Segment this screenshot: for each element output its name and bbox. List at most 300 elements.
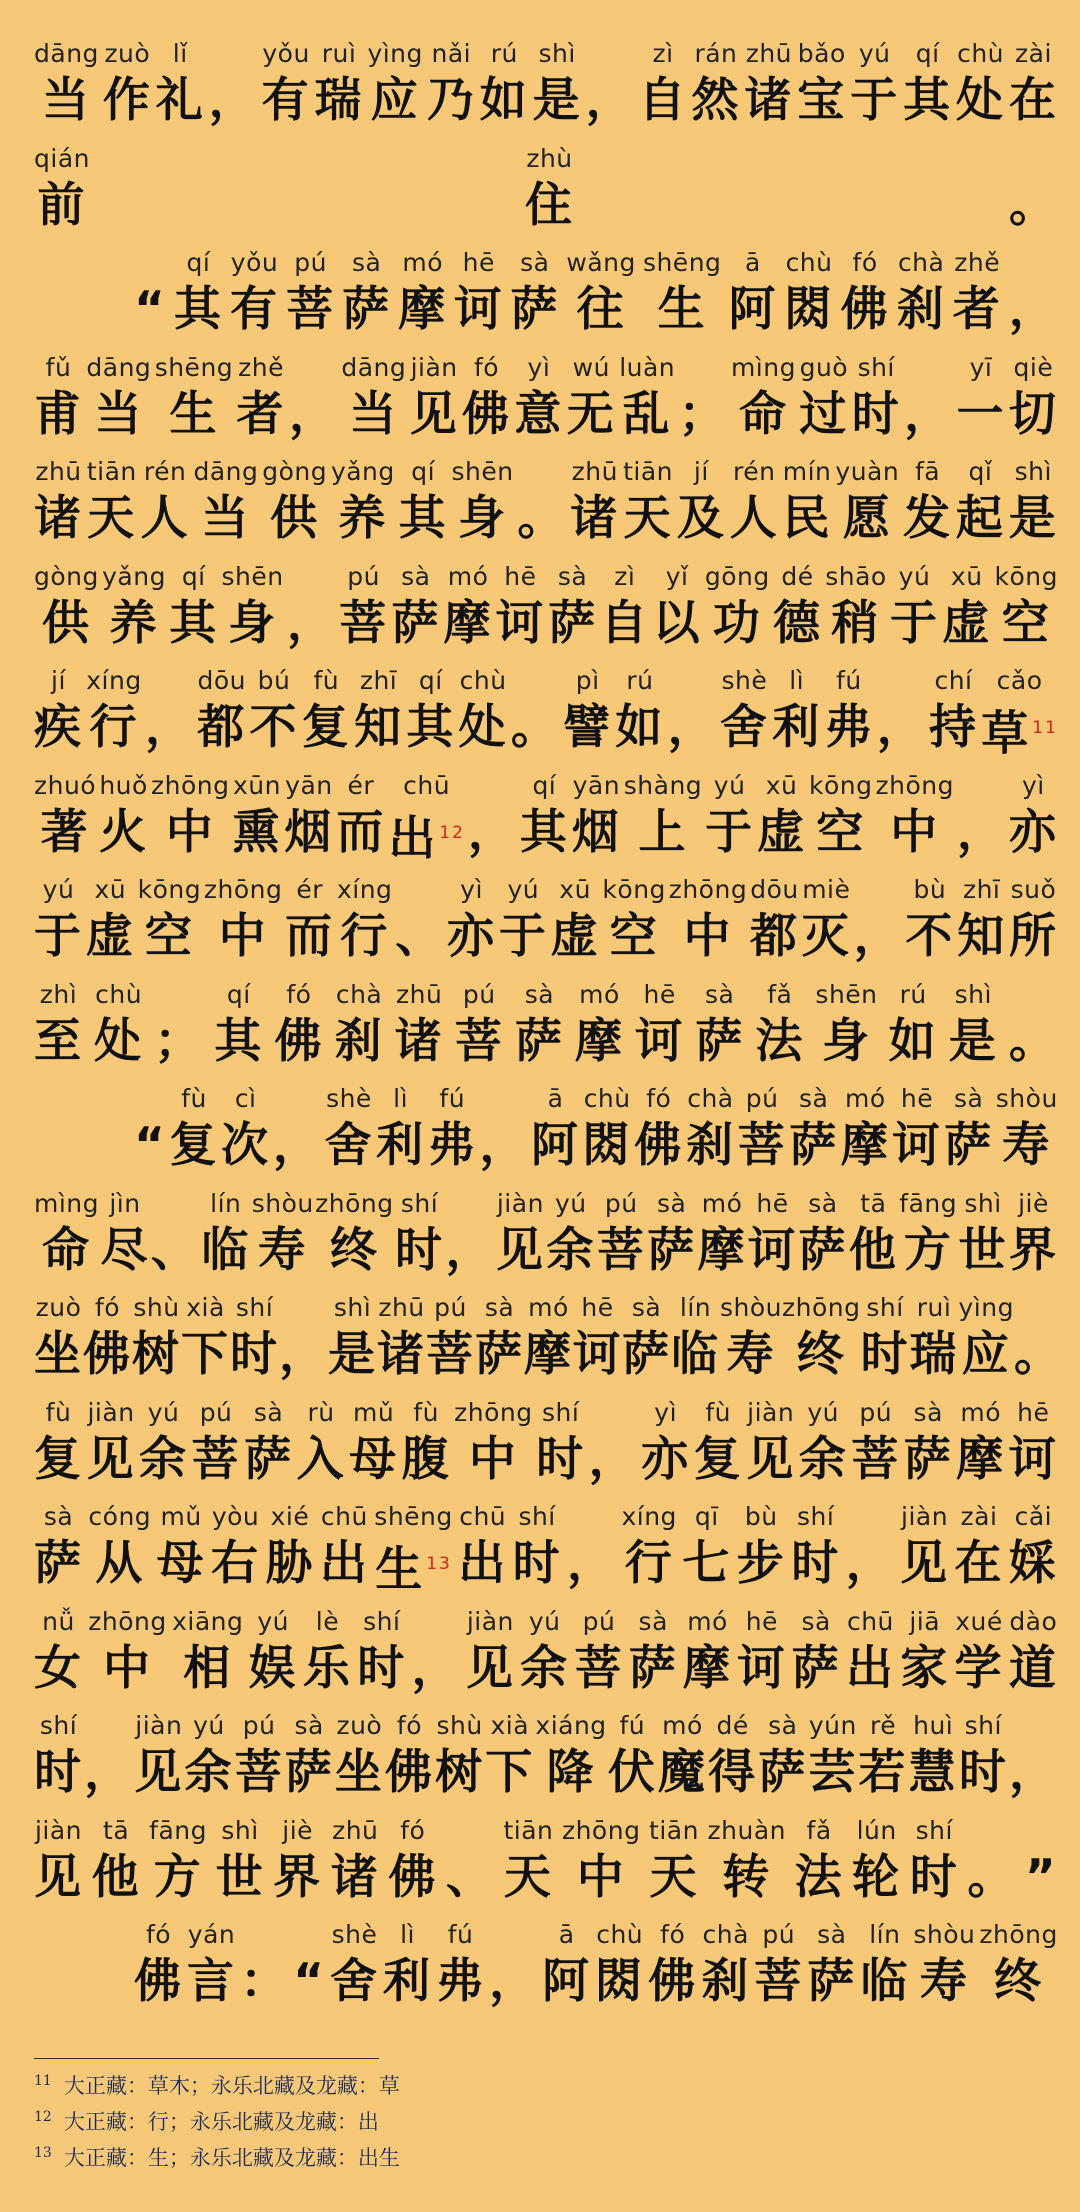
- char-with-pinyin: [328, 1292, 377, 1386]
- pinyin: sà: [656, 1188, 687, 1218]
- pinyin: yān: [285, 770, 333, 800]
- char-with-pinyin: [757, 770, 806, 864]
- hanzi: 见: [134, 1745, 184, 1800]
- char-with-pinyin: [499, 874, 548, 968]
- hanzi: 而: [285, 909, 335, 964]
- hanzi: 萨: [284, 1745, 334, 1800]
- char-with-pinyin: [567, 1501, 616, 1595]
- text-line: [34, 969, 1058, 1073]
- hanzi: 时: [230, 1327, 279, 1382]
- hanzi: 萨: [628, 1640, 678, 1696]
- char-with-pinyin: [783, 456, 832, 550]
- hanzi: 养: [338, 491, 388, 546]
- char-with-pinyin: [479, 1083, 528, 1177]
- pinyin: pú: [604, 1188, 638, 1218]
- char-with-pinyin: [792, 1606, 841, 1700]
- hanzi: 乐: [302, 1640, 352, 1696]
- char-with-pinyin: [232, 770, 281, 864]
- hanzi: 以: [652, 595, 702, 651]
- pinyin: ér: [347, 770, 375, 800]
- hanzi: ；: [678, 386, 728, 442]
- char-with-pinyin: [877, 665, 926, 759]
- char-with-pinyin: [134, 1919, 183, 2013]
- char-with-pinyin: [815, 979, 877, 1073]
- pinyin: hē: [900, 1084, 934, 1113]
- char-with-pinyin: [34, 1397, 83, 1491]
- char-with-pinyin: [201, 1188, 250, 1282]
- hanzi: ，: [853, 909, 903, 964]
- pinyin: zài: [1015, 39, 1052, 68]
- hanzi: 至: [34, 1013, 83, 1069]
- pinyin: yú: [898, 561, 931, 591]
- footnote-marker[interactable]: 11: [1032, 718, 1058, 738]
- char-with-pinyin: [240, 1919, 289, 2013]
- hanzi: 都: [197, 700, 247, 755]
- pinyin: yú: [507, 875, 540, 904]
- char-with-pinyin: [542, 1919, 591, 2013]
- footnote-text: 大正藏：行；永乐北藏及龙藏：出: [63, 2110, 379, 2134]
- char-with-pinyin: [485, 1710, 534, 1804]
- char-with-pinyin: [967, 1815, 1016, 1909]
- pinyin: shè: [721, 666, 768, 695]
- hanzi: 有: [261, 73, 311, 128]
- pinyin: zhū: [745, 39, 793, 68]
- hanzi: 寿: [258, 1222, 308, 1278]
- hanzi: 萨: [798, 1222, 848, 1278]
- pinyin: zuò: [336, 1711, 383, 1740]
- pinyin: xíng: [336, 875, 393, 904]
- char-with-pinyin: [412, 1606, 461, 1700]
- hanzi: 女: [34, 1640, 83, 1696]
- char-with-pinyin: [157, 1501, 206, 1595]
- char-with-pinyin: [376, 1083, 425, 1177]
- hanzi: 出 $^{12}$: [388, 811, 465, 867]
- pinyin: yú: [257, 1606, 289, 1636]
- char-with-pinyin: [677, 456, 726, 550]
- pinyin: shēng: [642, 248, 722, 277]
- hanzi: 诸: [570, 491, 620, 546]
- hanzi: 虚: [942, 595, 992, 651]
- char-with-pinyin: [395, 874, 444, 968]
- char-with-pinyin: [462, 352, 511, 446]
- char-with-pinyin: [575, 979, 624, 1073]
- hanzi: 持: [928, 700, 978, 755]
- char-with-pinyin: [623, 456, 673, 550]
- hanzi: 摩: [524, 1327, 573, 1382]
- pinyin: mǔ: [352, 1397, 395, 1427]
- text-line: [34, 28, 1058, 132]
- pinyin: gòng: [34, 561, 99, 591]
- char-with-pinyin: [849, 1188, 898, 1282]
- hanzi: 作: [102, 73, 152, 128]
- pinyin: kōng: [994, 561, 1058, 591]
- char-with-pinyin: [265, 1501, 314, 1595]
- pinyin: fāng: [899, 1188, 958, 1218]
- hanzi: 于: [34, 909, 83, 964]
- char-with-pinyin: [297, 1397, 346, 1491]
- hanzi: 诃: [573, 1327, 622, 1382]
- char-with-pinyin: [197, 665, 246, 759]
- pinyin: kōng: [137, 875, 202, 904]
- hanzi: 身: [458, 491, 508, 546]
- char-with-pinyin: [597, 1188, 646, 1282]
- hanzi: 菩: [234, 1745, 284, 1800]
- char-with-pinyin: [979, 1919, 1057, 2013]
- hanzi: 萨: [647, 1222, 697, 1278]
- hanzi: 在: [954, 1536, 1004, 1591]
- hanzi: 于: [705, 804, 755, 860]
- char-with-pinyin: [320, 1501, 369, 1595]
- char-with-pinyin: [134, 1083, 167, 1177]
- hanzi: ，: [479, 1118, 529, 1173]
- pinyin: fó: [473, 352, 500, 382]
- hanzi: 佛: [274, 1013, 324, 1069]
- hanzi: 熏: [232, 804, 282, 860]
- char-with-pinyin: [679, 352, 728, 446]
- char-with-pinyin: [454, 247, 503, 341]
- char-with-pinyin: [841, 1083, 890, 1177]
- char-with-pinyin: [854, 874, 903, 968]
- hanzi: 譬: [563, 700, 613, 755]
- pinyin: pú: [859, 1397, 893, 1427]
- char-with-pinyin: [799, 1397, 848, 1491]
- hanzi: 尽: [100, 1222, 150, 1278]
- hanzi: 萨: [34, 1536, 83, 1591]
- char-with-pinyin: [330, 1919, 379, 2013]
- pinyin: zhī: [359, 666, 398, 695]
- pinyin: yìng: [958, 1293, 1014, 1322]
- hanzi: 诃: [495, 595, 545, 651]
- pinyin: pú: [294, 248, 327, 277]
- hanzi: 烟: [284, 804, 334, 860]
- char-with-pinyin: [193, 456, 258, 550]
- pinyin: zhì: [39, 979, 78, 1009]
- hanzi: 切: [1008, 386, 1058, 442]
- hanzi: 火: [99, 804, 149, 860]
- char-with-pinyin: [1009, 1188, 1058, 1282]
- footnote-marker[interactable]: 12: [439, 822, 465, 843]
- pinyin: shù: [133, 1293, 180, 1322]
- char-with-pinyin: [583, 1083, 632, 1177]
- hanzi: 摩: [697, 1222, 747, 1278]
- pinyin: shí: [857, 352, 895, 382]
- char-with-pinyin: [1009, 1710, 1058, 1804]
- hanzi: 而: [336, 804, 386, 860]
- char-with-pinyin: [994, 561, 1058, 655]
- pinyin: ā: [745, 248, 761, 277]
- char-with-pinyin: [426, 1292, 475, 1386]
- hanzi: 萨: [789, 1118, 839, 1173]
- char-with-pinyin: [34, 979, 83, 1073]
- char-with-pinyin: [572, 770, 621, 864]
- hanzi: 临: [201, 1222, 251, 1278]
- hanzi: 中: [165, 804, 215, 860]
- char-with-pinyin: [331, 1815, 380, 1909]
- hanzi: 。: [517, 491, 567, 546]
- pinyin: shēng: [154, 352, 234, 382]
- char-with-pinyin: [852, 352, 901, 446]
- char-with-pinyin: [682, 1501, 731, 1595]
- hanzi: 复: [693, 1431, 743, 1487]
- hanzi: 转: [722, 1849, 772, 1905]
- char-with-pinyin: [624, 770, 702, 864]
- pinyin: xiāng: [172, 1606, 244, 1636]
- hanzi: 生: [169, 386, 219, 442]
- hanzi: ，: [1008, 282, 1058, 337]
- hanzi: 、: [395, 909, 445, 964]
- hanzi: 佛: [840, 282, 890, 337]
- pinyin: lín: [679, 1293, 712, 1322]
- pinyin: chà: [897, 248, 945, 277]
- hanzi: 诸: [744, 73, 794, 128]
- pinyin: sà: [401, 561, 431, 591]
- pinyin: ér: [296, 875, 323, 904]
- pinyin: sà: [253, 1397, 284, 1427]
- char-with-pinyin: [913, 1919, 975, 2013]
- pinyin: mó: [845, 1084, 886, 1113]
- hanzi: 甫: [34, 386, 83, 442]
- hanzi: 见: [409, 386, 459, 442]
- hanzi: 菩: [191, 1431, 241, 1487]
- hanzi: 当: [41, 73, 91, 128]
- pinyin: zhōng: [979, 1920, 1058, 1949]
- char-with-pinyin: [86, 352, 151, 446]
- char-with-pinyin: [634, 1083, 683, 1177]
- hanzi: 见: [465, 1640, 515, 1696]
- pinyin: qí: [186, 248, 211, 277]
- pinyin: mó: [579, 979, 620, 1009]
- char-with-pinyin: [748, 1188, 797, 1282]
- hanzi: 如: [615, 700, 665, 755]
- hanzi: 若: [858, 1745, 908, 1800]
- hanzi: 其: [519, 804, 569, 860]
- hanzi: ，: [845, 1536, 895, 1591]
- char-with-pinyin: [802, 874, 851, 968]
- pinyin: ā: [558, 1920, 575, 1949]
- hanzi: 中: [103, 1640, 153, 1696]
- pinyin: lì: [393, 1084, 409, 1113]
- pinyin: lín: [210, 1188, 242, 1218]
- hanzi: 亦: [641, 1431, 691, 1487]
- pinyin: fó: [400, 1815, 426, 1845]
- char-with-pinyin: [517, 456, 566, 550]
- hanzi: 民: [782, 491, 832, 546]
- pinyin: xià: [490, 1711, 530, 1740]
- char-with-pinyin: [574, 1606, 623, 1700]
- hanzi: 舍: [330, 1954, 380, 2009]
- pinyin: xū: [765, 770, 798, 800]
- pinyin: rú: [899, 979, 927, 1009]
- char-with-pinyin: [511, 665, 560, 759]
- hanzi: 不: [905, 909, 955, 964]
- char-with-pinyin: [34, 352, 83, 446]
- hanzi: 灭: [801, 909, 851, 964]
- char-with-pinyin: [648, 1919, 697, 2013]
- char-with-pinyin: [170, 1083, 219, 1177]
- hanzi: 发: [903, 491, 953, 546]
- hanzi: 应: [961, 1327, 1011, 1382]
- pinyin: jiàn: [34, 1815, 83, 1845]
- pinyin: sà: [817, 1920, 847, 1949]
- hanzi: 草 $^{11}$: [981, 706, 1058, 762]
- pinyin: pú: [199, 1397, 233, 1427]
- hanzi: 閦: [582, 1118, 632, 1173]
- hanzi: 自: [638, 73, 688, 128]
- pinyin: zuò: [104, 39, 151, 68]
- pinyin: xíng: [86, 666, 142, 695]
- text-line: [34, 1596, 1058, 1700]
- char-with-pinyin: [1009, 979, 1058, 1073]
- pinyin: chū: [846, 1606, 894, 1636]
- char-with-pinyin: [446, 1815, 495, 1909]
- hanzi: 在: [1008, 73, 1058, 128]
- pinyin: ruì: [916, 1293, 952, 1322]
- char-with-pinyin: [602, 874, 666, 968]
- footnote-marker[interactable]: 13: [426, 1554, 452, 1574]
- char-with-pinyin: [535, 1710, 606, 1804]
- char-with-pinyin: [102, 561, 166, 655]
- hanzi: 萨: [622, 1327, 671, 1382]
- pinyin: sà: [631, 1293, 662, 1322]
- char-with-pinyin: [851, 1397, 900, 1491]
- pinyin: chù: [957, 39, 1005, 68]
- char-with-pinyin: [595, 1919, 644, 2013]
- pinyin: chū: [459, 1502, 507, 1531]
- char-with-pinyin: [149, 1815, 207, 1909]
- pinyin: zhě: [954, 248, 1001, 277]
- hanzi: 中: [683, 909, 733, 964]
- char-with-pinyin: [303, 1606, 352, 1700]
- char-with-pinyin: [34, 874, 83, 968]
- hanzi: “: [293, 1954, 326, 2009]
- char-with-pinyin: [287, 561, 336, 655]
- char-with-pinyin: [34, 38, 99, 132]
- hanzi: 复: [34, 1431, 83, 1487]
- hanzi: 人: [729, 491, 779, 546]
- hanzi: 时: [791, 1536, 841, 1591]
- char-with-pinyin: [34, 143, 90, 237]
- pinyin: chà: [687, 1084, 734, 1113]
- char-with-pinyin: [273, 1815, 322, 1909]
- hanzi: 学: [954, 1640, 1004, 1696]
- char-with-pinyin: [551, 874, 600, 968]
- char-with-pinyin: [427, 38, 476, 132]
- hanzi: 刹: [701, 1954, 751, 2009]
- hanzi: 诃: [635, 1013, 685, 1069]
- pinyin: shòu: [995, 1084, 1058, 1113]
- char-with-pinyin: [262, 456, 327, 550]
- pinyin: hē: [756, 1188, 789, 1218]
- hanzi: 萨: [903, 1431, 953, 1487]
- hanzi: 利: [772, 700, 822, 755]
- hanzi: 中: [218, 909, 268, 964]
- char-with-pinyin: [782, 1292, 860, 1386]
- pinyin: mìng: [730, 352, 796, 382]
- char-with-pinyin: [737, 1606, 786, 1700]
- text-line: [34, 1700, 1058, 1804]
- hanzi: ，: [445, 1222, 495, 1278]
- hanzi: 坐: [334, 1745, 384, 1800]
- hanzi: ，: [567, 1536, 617, 1591]
- char-with-pinyin: [1009, 874, 1058, 968]
- char-with-pinyin: [622, 1292, 671, 1386]
- hanzi: 。: [967, 1849, 1017, 1905]
- hanzi: 时: [536, 1431, 586, 1487]
- hanzi: 空: [816, 804, 866, 860]
- char-with-pinyin: [489, 1919, 538, 2013]
- hanzi: 佛: [134, 1954, 183, 2009]
- pinyin: fù: [413, 1397, 439, 1427]
- pinyin: xíng: [621, 1502, 677, 1531]
- char-with-pinyin: [531, 1083, 580, 1177]
- pinyin: huì: [913, 1711, 954, 1740]
- hanzi: 閦: [595, 1954, 645, 2009]
- char-with-pinyin: [1009, 770, 1058, 864]
- pinyin: jiàn: [901, 1502, 949, 1531]
- hanzi: 摩: [956, 1431, 1006, 1487]
- pinyin: chù: [583, 1084, 631, 1113]
- footnote-number: 12: [34, 2109, 52, 2125]
- hanzi: ”: [1024, 1849, 1058, 1905]
- char-with-pinyin: [755, 979, 804, 1073]
- char-with-pinyin: [750, 874, 799, 968]
- pinyin: kōng: [602, 875, 666, 904]
- pinyin: tiān: [649, 1815, 699, 1845]
- hanzi: 界: [1008, 1222, 1058, 1278]
- hanzi: 处: [458, 700, 508, 755]
- char-with-pinyin: [221, 561, 283, 655]
- pinyin: mìng: [34, 1188, 100, 1218]
- pinyin: shòu: [913, 1920, 976, 1949]
- pinyin: jiàn: [747, 1397, 795, 1427]
- hanzi: 天: [503, 1849, 553, 1905]
- hanzi: 诸: [34, 491, 83, 546]
- pinyin: zhū: [396, 979, 443, 1009]
- pinyin: yán: [187, 1920, 236, 1949]
- text-line: [34, 1282, 1063, 1386]
- char-with-pinyin: [139, 1397, 188, 1491]
- hanzi: 右: [211, 1536, 261, 1591]
- hanzi: 、: [445, 1849, 495, 1905]
- pinyin: mó: [402, 248, 444, 277]
- hanzi: 余: [798, 1431, 848, 1487]
- pinyin: sà: [557, 561, 588, 591]
- hanzi: 当: [201, 491, 251, 546]
- hanzi: 不: [249, 700, 299, 755]
- hanzi: 当: [94, 386, 144, 442]
- char-with-pinyin: [395, 1188, 444, 1282]
- pinyin: pú: [242, 1711, 276, 1740]
- hanzi: 寿: [919, 1954, 969, 2009]
- pinyin: yú: [147, 1397, 180, 1427]
- hanzi: 相: [183, 1640, 233, 1696]
- hanzi: 都: [750, 909, 799, 964]
- hanzi: 其: [173, 282, 223, 337]
- pinyin: ā: [547, 1084, 564, 1113]
- hanzi: 见: [900, 1536, 950, 1591]
- hanzi: 时: [958, 1745, 1008, 1800]
- char-with-pinyin: [808, 1710, 857, 1804]
- hanzi: 功: [712, 595, 762, 651]
- char-with-pinyin: [34, 1292, 83, 1386]
- pinyin: qí: [418, 666, 443, 695]
- char-with-pinyin: [772, 665, 821, 759]
- pinyin: xià: [186, 1293, 225, 1322]
- pinyin: shì: [964, 1188, 1002, 1218]
- char-with-pinyin: [524, 1292, 573, 1386]
- char-with-pinyin: [398, 247, 447, 341]
- pinyin: jí: [51, 666, 66, 695]
